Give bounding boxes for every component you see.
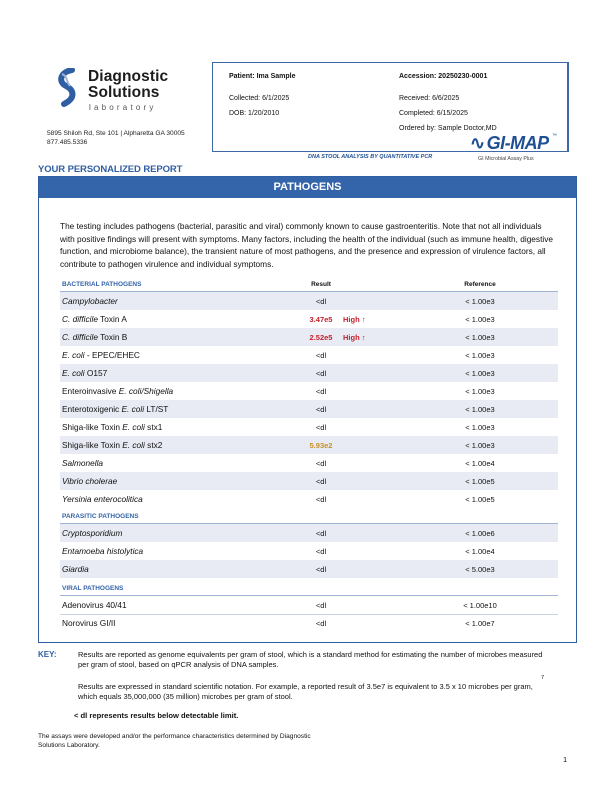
result-column-header: Result [311, 281, 331, 288]
table-row [60, 436, 558, 454]
reference-value: < 1.00e3 [465, 423, 495, 432]
intro-text: The testing includes pathogens (bacterial, parasitic and viral) commonly known to cause gastroenteritis. Note that not all individuals with positive findings will present with symptoms. Many factors, including the health of the individual (such as immune health, digestive function, and microbiome balance), the transient nature of most pathogens, and the presence and expression of virulence factors, all contribute to pathogen virulence and individual symptoms. [60, 221, 553, 269]
dna-analysis-label: DNA STOOL ANALYSIS BY QUANTITATIVE PCR [308, 154, 433, 160]
table-row [60, 614, 558, 632]
section-header-viral [60, 582, 558, 596]
pathogen-name: E. coli - EPEC/EHEC [62, 350, 140, 360]
report-label: YOUR PERSONALIZED REPORT [38, 164, 183, 175]
result-value: <dl [315, 601, 327, 610]
table-row [60, 346, 558, 364]
pathogen-name: Cryptosporidium [62, 528, 123, 538]
page-number: 1 [563, 755, 568, 764]
key-label: KEY: [38, 650, 57, 659]
key-text-units: Results are reported as genome equivalents per gram of stool, which is a standard method for estimating the number of microbes measured per gram of stool, based on qPCR analysis of DNA samples. [78, 650, 543, 669]
reference-value: < 1.00e3 [465, 369, 495, 378]
section-header-parasitic [60, 510, 558, 524]
pathogen-name: Entamoeba histolytica [62, 546, 144, 556]
result-value: <dl [315, 477, 327, 486]
assay-disclaimer: The assays were developed and/or the performance characteristics determined by Diagnostic Solutions Laboratory. [38, 733, 311, 749]
table-row [60, 472, 558, 490]
result-value: <dl [315, 405, 327, 414]
lab-logo [54, 66, 204, 116]
pathogen-name: Norovirus GI/II [62, 618, 116, 628]
reference-value: < 1.00e3 [465, 387, 495, 396]
pathogen-name: Enterotoxigenic E. coli LT/ST [62, 404, 169, 414]
result-value: <dl [315, 423, 327, 432]
reference-column-header: Reference [464, 281, 496, 288]
pathogen-name: Giardia [62, 564, 89, 574]
table-row [60, 454, 558, 472]
result-value: <dl [315, 495, 327, 504]
result-value: <dl [315, 387, 327, 396]
reference-value: < 1.00e10 [463, 601, 497, 610]
pathogen-name: Shiga-like Toxin E. coli stx2 [62, 440, 163, 450]
collected-date: Collected: 6/1/2025 [229, 95, 290, 102]
pathogen-name: Enteroinvasive E. coli/Shigella [62, 386, 174, 396]
table-row [60, 292, 558, 310]
reference-value: < 1.00e3 [465, 297, 495, 306]
pathogen-name: E. coli O157 [62, 368, 108, 378]
reference-value: < 1.00e4 [465, 547, 495, 556]
table-row [60, 364, 558, 382]
exponent-superscript: 7 [541, 675, 545, 681]
section-title: VIRAL PATHOGENS [62, 585, 124, 592]
reference-value: < 1.00e7 [465, 619, 495, 628]
gi-map-wordmark: GI-MAP [486, 133, 549, 153]
reference-value: < 1.00e5 [465, 477, 495, 486]
section-header-bacterial [60, 278, 558, 292]
panel-title: PATHOGENS [39, 177, 576, 198]
pathogen-name: Vibrio cholerae [62, 476, 118, 486]
pathogen-name: Adenovirus 40/41 [62, 600, 127, 610]
pathogen-name: C. difficile Toxin B [62, 332, 128, 342]
pathogen-name: C. difficile Toxin A [62, 314, 127, 324]
trademark: ™ [552, 133, 557, 139]
table-row [60, 382, 558, 400]
high-flag: High ↑ [343, 315, 366, 324]
logo-line3: laboratory [89, 103, 157, 112]
received-date: Received: 6/6/2025 [399, 95, 460, 102]
table-row [60, 490, 558, 508]
reference-value: < 1.00e3 [465, 333, 495, 342]
section-title: BACTERIAL PATHOGENS [62, 281, 142, 288]
result-value: <dl [315, 297, 327, 306]
result-value: 5.93e2 [309, 441, 333, 450]
result-value: 3.47e5 [309, 315, 333, 324]
reference-value: < 1.00e3 [465, 405, 495, 414]
pathogen-name: Shiga-like Toxin E. coli stx1 [62, 422, 163, 432]
result-value: <dl [315, 547, 327, 556]
dob: DOB: 1/20/2010 [229, 110, 280, 117]
result-value: <dl [315, 529, 327, 538]
patient-name: Patient: Ima Sample [229, 73, 296, 80]
reference-value: < 1.00e4 [465, 459, 495, 468]
gi-map-icon: ∿ [470, 133, 485, 153]
table-row [60, 596, 558, 614]
logo-line2: Solutions [88, 84, 160, 101]
reference-value: < 1.00e3 [465, 315, 495, 324]
table-row [60, 524, 558, 542]
table-row [60, 542, 558, 560]
table-row [60, 418, 558, 436]
gi-map-subtitle: GI Microbial Assay Plus [478, 156, 534, 162]
result-value: <dl [315, 351, 327, 360]
address-line: 5895 Shiloh Rd, Ste 101 | Alpharetta GA 30005 [47, 130, 185, 137]
pathogen-name: Yersinia enterocolitica [62, 494, 143, 504]
result-value: <dl [315, 369, 327, 378]
detection-limit-note: < dl represents results below detectable limit. [74, 711, 239, 720]
reference-value: < 1.00e3 [465, 441, 495, 450]
table-row [60, 400, 558, 418]
reference-value: < 1.00e3 [465, 351, 495, 360]
result-value: <dl [315, 619, 327, 628]
phone-line: 877.485.5336 [47, 138, 88, 146]
table-row [60, 560, 558, 578]
reference-value: < 1.00e6 [465, 529, 495, 538]
pathogen-name: Campylobacter [62, 296, 118, 306]
reference-value: < 1.00e5 [465, 495, 495, 504]
table-row [60, 328, 558, 346]
table-row [60, 310, 558, 328]
logo-line1: Diagnostic [88, 68, 169, 85]
ordered-by: Ordered by: Sample Doctor,MD [399, 125, 497, 132]
accession: Accession: 20250230-0001 [399, 73, 488, 80]
reference-value: < 5.00e3 [465, 565, 495, 574]
result-value: <dl [315, 459, 327, 468]
completed-date: Completed: 6/15/2025 [399, 110, 468, 117]
lab-address [47, 130, 185, 147]
logo-mark-icon [54, 68, 84, 108]
gi-map-logo [470, 133, 570, 167]
high-flag: High ↑ [343, 333, 366, 342]
key-text-notation: Results are expressed in standard scientific notation. For example, a reported result of 3.5e7 is equivalent to 3.5 x 10 microbes per gram, which equals 35,000,000 (35 million) microbes per gram of stool. [78, 682, 533, 701]
result-value: <dl [315, 565, 327, 574]
section-title: PARASITIC PATHOGENS [62, 513, 139, 520]
result-value: 2.52e5 [309, 333, 333, 342]
pathogen-name: Salmonella [62, 458, 104, 468]
